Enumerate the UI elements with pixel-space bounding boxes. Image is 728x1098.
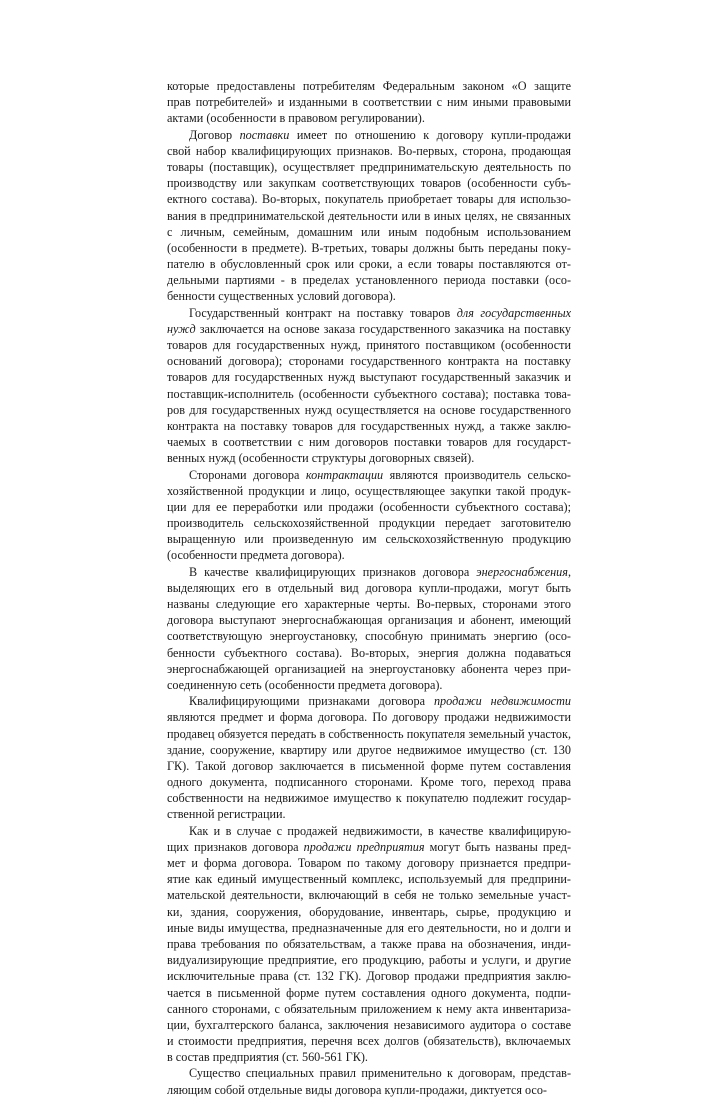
paragraph-p0 (167, 78, 571, 127)
text-run: товары (поставщик), осуществляет предпринимательскую деятельность по (167, 159, 571, 174)
text-run: являются производитель сельско- (383, 467, 571, 482)
text-run: контракта на поставку товаров для государственных нужд, а также заклю- (167, 418, 571, 433)
text-run: производитель сельскохозяйственной продукции передает заготовителю (167, 516, 571, 531)
text-line (167, 434, 571, 450)
text-line (167, 661, 571, 677)
italic-term: продажи недвижимости (433, 694, 571, 709)
italic-term: для государственных (456, 305, 571, 320)
text-line (167, 1049, 571, 1065)
text-run: ции для ее переработки или продажи (особенности субъектного состава); (167, 499, 571, 514)
text-run: выделяющих его в отдельный вид договора купли-продажи, могут быть (167, 580, 571, 595)
text-line (167, 353, 571, 369)
text-run: прав потребителей» и изданными в соответствии с ним иными правовыми (167, 95, 571, 110)
text-line (167, 968, 571, 984)
text-run: Договор (189, 127, 240, 142)
text-line (167, 224, 571, 240)
text-line (167, 321, 571, 337)
text-run: ляющим собой отдельные виды договора купли-продажи, диктуется осо- (167, 1082, 547, 1097)
text-line (167, 547, 571, 563)
text-run: бенности субъектного состава). Во-вторых, энергия должна подаваться (167, 645, 571, 660)
text-line (167, 1065, 571, 1081)
text-line (167, 887, 571, 903)
text-line (167, 612, 571, 628)
text-line (167, 208, 571, 224)
text-run: с личным, семейным, домашним или иным подобным использованием (167, 224, 571, 239)
paragraph-p1 (167, 127, 571, 305)
text-line (167, 806, 571, 822)
paragraph-p2 (167, 305, 571, 467)
text-line (167, 386, 571, 402)
text-line (167, 191, 571, 207)
italic-term: контрактации (305, 467, 384, 482)
italic-term: продажи предприятия (303, 839, 425, 854)
text-run: ров для государственных нужд осуществляется на основе государственного (167, 402, 571, 417)
text-line (167, 288, 571, 304)
paragraph-p5 (167, 693, 571, 823)
text-run: ственной регистрации. (167, 807, 286, 822)
text-line (167, 904, 571, 920)
text-run: здание, сооружение, квартиру или другое недвижимое имущество (ст. 130 (167, 742, 571, 757)
text-line (167, 127, 571, 143)
text-run: оснований договора); сторонами государственного контракта на поставку (167, 354, 571, 369)
text-run: выращенную или произведенную им сельскохозяйственную продукцию (167, 532, 571, 547)
text-run: иные виды имущества, предназначенные для его деятельности, но и долги и (167, 920, 571, 935)
text-line (167, 839, 571, 855)
text-line (167, 483, 571, 499)
text-line (167, 709, 571, 725)
text-line (167, 78, 571, 94)
text-run: производству или закупкам соответствующих товаров (особенности субъ- (167, 176, 571, 191)
text-run: договора выступают энергоснабжающая организация и абонент, имеющий (167, 613, 571, 628)
paragraph-p4 (167, 564, 571, 694)
text-line (167, 596, 571, 612)
text-run: хозяйственной продукции и лицо, осуществляющее закупки такой продук- (167, 483, 571, 498)
text-line (167, 952, 571, 968)
text-line (167, 855, 571, 871)
text-line (167, 418, 571, 434)
text-line (167, 467, 571, 483)
text-line (167, 790, 571, 806)
text-line (167, 402, 571, 418)
text-line (167, 564, 571, 580)
text-line (167, 143, 571, 159)
text-run: товаров для государственных нужд, принятого поставщиком (особенности (167, 338, 571, 352)
text-run: вания в предпринимательской деятельности или в иных целях, не связанных (167, 208, 571, 223)
text-run: в состав предприятия (ст. 560-561 ГК). (167, 1050, 368, 1065)
text-line (167, 758, 571, 774)
text-line (167, 580, 571, 596)
text-line (167, 742, 571, 758)
text-line (167, 369, 571, 385)
text-run: Квалифицирующими признаками договора (189, 694, 434, 709)
text-line (167, 240, 571, 256)
text-line (167, 337, 571, 353)
text-run: пателю в обусловленный срок или сроки, а если товары поставляются от- (167, 257, 571, 272)
text-run: ции, бухгалтерского баланса, заключения независимого аудитора о составе (167, 1017, 571, 1032)
text-run: бенности существенных условий договора). (167, 289, 396, 304)
text-run: Как и в случае с продажей недвижимости, в качестве квалифицирую- (189, 823, 571, 838)
italic-term: поставки (239, 127, 290, 142)
text-run: являются предмет и форма договора. По договору продажи недвижимости (167, 710, 571, 725)
text-line (167, 693, 571, 709)
text-line (167, 110, 571, 126)
text-run: актами (особенности в правовом регулировании). (167, 111, 425, 126)
text-line (167, 1033, 571, 1049)
text-line (167, 628, 571, 644)
text-line (167, 645, 571, 661)
text-run: могут быть названы пред- (424, 839, 571, 854)
text-run: названы следующие его характерные черты. Во-первых, сторонами этого (167, 597, 571, 611)
text-line (167, 871, 571, 887)
text-run: мательской деятельности, включающий в себя не только земельные участ- (167, 888, 571, 903)
text-run: продавец обязуется передать в собственность покупателя земельный участок, (167, 726, 571, 741)
text-run: (особенности в предмете). В-третьих, товары должны быть переданы поку- (167, 240, 571, 255)
text-run: собственности на недвижимое имущество к покупателю подлежит государ- (167, 791, 571, 806)
text-run: дельными партиями - в пределах установленного периода поставки (осо- (167, 273, 571, 288)
text-line (167, 726, 571, 742)
text-line (167, 774, 571, 790)
text-line (167, 531, 571, 547)
text-line (167, 515, 571, 531)
italic-term: нужд (167, 321, 196, 336)
text-line (167, 159, 571, 175)
text-run: чается в письменной форме путем составления одного документа, подпи- (167, 985, 571, 1000)
text-run: Существо специальных правил применительно к договорам, представ- (189, 1066, 571, 1081)
text-run: ки, здания, сооружения, оборудование, инвентарь, сырье, продукцию и (167, 904, 571, 919)
text-line (167, 1082, 571, 1098)
document-page (167, 78, 571, 1098)
text-run: В качестве квалифицирующих признаков договора (189, 564, 477, 579)
text-run: санного сторонами, с обязательным приложением к нему акта инвентариза- (167, 1001, 571, 1016)
italic-term: энергоснабжения (476, 564, 568, 579)
text-run: щих признаков договора (167, 839, 304, 854)
text-run: и стоимости предприятия, перечня всех долгов (обязательств), включаемых (167, 1034, 571, 1049)
text-line (167, 1001, 571, 1017)
text-run: , (567, 564, 571, 579)
text-line (167, 936, 571, 952)
text-run: соединенную сеть (особенности предмета договора). (167, 677, 443, 692)
paragraph-p6 (167, 823, 571, 1066)
text-run: которые предоставлены потребителям Федеральным законом «О защите (167, 79, 571, 93)
text-run: заключается на основе заказа государственного заказчика на поставку (195, 321, 571, 336)
text-line (167, 920, 571, 936)
text-line (167, 499, 571, 515)
text-run: ятие как единый имущественный комплекс, используемый для предприни- (167, 872, 571, 887)
text-run: чаемых в соответствии с ним договоров поставки товаров для государст- (167, 435, 571, 450)
text-run: мет и форма договора. Товаром по такому договору признается предпри- (167, 856, 571, 870)
text-line (167, 272, 571, 288)
text-run: свой набор квалифицирующих признаков. Во-первых, сторона, продающая (167, 143, 571, 158)
text-line (167, 985, 571, 1001)
text-line (167, 256, 571, 272)
text-run: венных нужд (особенности структуры договорных связей). (167, 451, 475, 466)
text-run: товаров для государственных нужд выступают государственный заказчик и (167, 370, 571, 385)
text-run: одного документа, подписанного сторонами. Кроме того, переход права (167, 775, 571, 790)
text-run: ГК). Такой договор заключается в письменной форме путем составления (167, 758, 571, 773)
text-line (167, 94, 571, 110)
text-line (167, 305, 571, 321)
text-run: имеет по отношению к договору купли-продажи (289, 127, 571, 142)
text-run: Сторонами договора (189, 467, 306, 482)
paragraph-p3 (167, 467, 571, 564)
text-run: ектного состава). Во-вторых, покупатель приобретает товары для использо- (167, 192, 571, 207)
text-run: права требования по обязательствам, а также права на обозначения, инди- (167, 936, 571, 951)
text-line (167, 450, 571, 466)
text-line (167, 823, 571, 839)
text-run: (особенности предмета договора). (167, 548, 345, 563)
text-line (167, 677, 571, 693)
paragraph-p7 (167, 1065, 571, 1097)
text-run: исключительные права (ст. 132 ГК). Договор продажи предприятия заклю- (167, 969, 571, 984)
text-run: соответствующую энергоустановку, способную принимать энергию (осо- (167, 629, 571, 644)
text-run: энергоснабжающей организацией на энергоустановку абонента через при- (167, 661, 571, 676)
text-run: видуализирующие предприятие, его продукцию, работы и услуги, и другие (167, 953, 571, 968)
text-run: поставщик-исполнитель (особенности субъектного состава); поставка това- (167, 386, 571, 401)
text-line (167, 175, 571, 191)
text-run: Государственный контракт на поставку товаров (189, 305, 457, 320)
